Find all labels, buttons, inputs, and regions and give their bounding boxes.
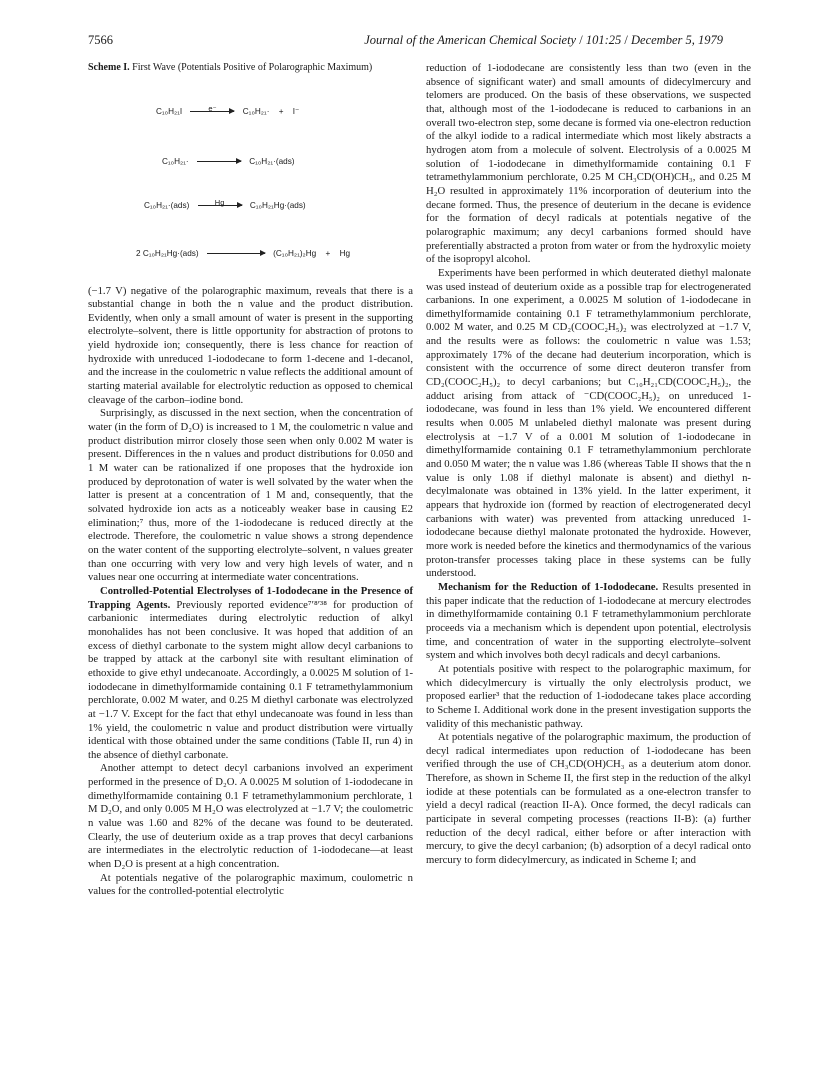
- journal-title: Journal of the American Chemical Society: [364, 33, 577, 47]
- left-paragraph-3-text: Previously reported evidence⁷ʹ⁸ʹ³⁸ for production of carbanionic intermediates during electrolytic reduction of alkyl monohalides has not been conclusive. It was hoped that addition of an excess of diethyl carbonate to the system might allow decyl carbanions to be trapped by attack at the carbonyl site with resultant elimination of ethoxide to give ethyl undecanoate. Accordingly, a 0.0025 M solution of 1-iododecane in dimethylformamide containing 0.1 F tetramethylammonium perchlorate, 0.002 M water, and 0.25 M diethyl carbonate was electrolyzed at −1.7 V. Except for the fact that ethyl undecanoate was found in less than 1% yield, the coulometric n value and product distribution were virtually identical with those obtained under the same conditions (Table II, run 4) in the absence of diethyl carbonate.: [88, 598, 413, 761]
- r2-arrow: [197, 161, 241, 162]
- scheme-title: First Wave (Potentials Positive of Polarographic Maximum): [132, 62, 373, 73]
- scheme-label: Scheme I.: [88, 62, 130, 73]
- r3-arrow: [198, 197, 242, 207]
- r4-product: (C₁₀H₂₁)₂Hg: [273, 248, 317, 258]
- right-column: [426, 62, 751, 868]
- scheme-reaction-3: [144, 199, 306, 213]
- section-heading-trapping: Controlled-Potential Electrolyses of 1-Iododecane in the Presence of Trapping Agents.: [88, 584, 413, 611]
- r4-arrow: [207, 253, 265, 254]
- right-paragraph-3: [426, 581, 751, 663]
- scheme-reaction-2: [162, 155, 295, 169]
- right-paragraph-2: Experiments have been performed in which deuterated diethyl malonate was used instead of deuterium oxide as a possible trap for electrogenerated carbanions. In one experiment, a 0.0025 M solution of 1-iododecane in dimethylformamide containing 0.1 F tetramethylammonium perchlorate, 0.002 M water, and 0.25 M CD₂(COOC₂H₅)₂ was electrolyzed at −1.7 V, and the results were as follows: the coulometric n value was 1.53; approximately 17% of the decane had deuterium incorporation, which is consistent with the occurrence of some direct deuteron transfer from CD₂(COOC₂H₅)₂ to decyl carbanions; but C₁₀H₂₁CD(COOC₂H₅)₂, the adduct arising from attack of ⁻CD(COOC₂H₅)₂ on unreduced 1-iododecane, was found in less than 1% yield. We encountered different results when 0.005 M unlabeled diethyl malonate was present during electrolysis at −1.7 V of a 0.001 M solution of 1-iododecane in dimethylformamide containing 0.1 F tetramethylammonium perchlorate and 0.050 M water; the n value was 1.86 (whereas Table II shows that the n value is only 1.08 if diethyl malonate is absent) and diethyl n-decylmalonate was obtained in 13% yield. In the latter experiment, it appears that hydroxide ion (formed by reaction of electrogenerated decyl carbanions with water) was prevented from attacking unreduced 1-iododecane because diethyl malonate protonated the hydroxide. However, more work is needed before the kinetics and thermodynamics of the various proton-transfer processes taking place in these systems can be fully understood.: [426, 266, 751, 580]
- journal-date: December 5, 1979: [631, 33, 723, 47]
- running-header: Journal of the American Chemical Society / 101:25 / December 5, 1979: [364, 33, 723, 47]
- r3-mercury-label: Hg: [214, 197, 225, 207]
- r1-reactant: C₁₀H₂₁I: [156, 106, 183, 116]
- scheme-reaction-1: [156, 105, 299, 119]
- r4-reactant: 2 C₁₀H₂₁Hg·(ads): [136, 248, 199, 258]
- r1-plus: +: [278, 106, 284, 116]
- r1-iodide: I⁻: [292, 106, 300, 116]
- r1-electron-label: e⁻: [208, 103, 217, 113]
- right-paragraph-4: At potentials positive with respect to the polarographic maximum, for which didecylmercury is virtually the only electrolysis product, we proposed earlier³ that the reduction of 1-iododecane takes place according to Scheme I. Additional work done in the present investigation supports the validity of this mechanistic pathway.: [426, 662, 751, 730]
- right-paragraph-5: At potentials negative of the polarographic maximum, the production of decyl radical intermediates upon reduction of 1-iododecane has been verified through the use of CH₃CD(OH)CH₃ as a deuterium atom donor. Therefore, as shown in Scheme II, the first step in the reduction of the alkyl iodide at these potentials can be formulated as a one-electron transfer to yield a decyl radical (reaction II-A). Once formed, the decyl radicals can participate in several competing processes (reactions II-B): (a) further reduction of the decyl radical, either before or after interaction with mercury, to give the decyl carbanion; (b) adsorption of a decyl radical onto mercury to form didecylmercury, as indicated in Scheme I; and: [426, 731, 751, 867]
- left-paragraph-3: [88, 585, 413, 763]
- r3-product: C₁₀H₂₁Hg·(ads): [249, 200, 306, 210]
- left-paragraph-5: At potentials negative of the polarographic maximum, coulometric n values for the controlled-potential electrolytic: [88, 871, 413, 898]
- r2-product: C₁₀H₂₁·(ads): [249, 156, 295, 166]
- r3-reactant: C₁₀H₂₁·(ads): [144, 200, 190, 210]
- r1-arrow: [190, 103, 234, 113]
- left-paragraph-1: (−1.7 V) negative of the polarographic maximum, reveals that there is a substantial change in both the n value and the product distribution. Evidently, when only a small amount of water is present in the supporting electrolyte–solvent, there is little opportunity for abstraction of protons to yield hydroxide ion; consequently, there is less chance for reaction of hydroxide with unreduced 1-iododecane to form 1-decene and 1-decanol, and the increase in the coulometric n value reflects the additional amount of starting material available for electrolytic reduction as opposed to chemical cleavage of the carbon–iodine bond.: [88, 284, 413, 406]
- left-column: [88, 62, 413, 899]
- r4-plus: +: [325, 248, 331, 258]
- scheme-caption: [88, 62, 413, 75]
- right-paragraph-1: reduction of 1-iododecane are consistently less than two (even in the absence of significant water) and small amounts of didecylmercury and telomers are produced. On the basis of these observations, we suspected that, although most of the 1-iododecane is reduced to carbanions in an overall two-electron step, some decane is formed via one-electron reduction of the alkyl iodide to a radical intermediate which most likely abstracts a hydrogen atom from a molecule of solvent. Electrolysis of a 0.0025 M solution of 1-iododecane in dimethylformamide containing 0.1 F tetramethylammonium perchlorate, 0.25 M CH₃CD(OH)CH₃, and 0.25 M H₂O resulted in approximately 11% incorporation of deuterium into the decane formed. Thus, the presence of deuterium in the decane is evidence for the formation of decyl radicals at potentials negative of the polarographic maximum; any decyl carbanions formed should have preferentially abstracted a proton from water or from the hydroxylic moiety of the isopropyl alcohol.: [426, 62, 751, 266]
- r1-product: C₁₀H₂₁·: [242, 106, 270, 116]
- section-heading-mechanism: Mechanism for the Reduction of 1-Iododecane.: [438, 580, 659, 593]
- right-paragraph-3-text: Results presented in this paper indicate that the reduction of 1-iododecane at mercury electrodes in dimethylformamide containing 0.1 F tetramethylammonium perchlorate proceeds via a mechanism which is dependent upon potential, electrolysis time, and concentration of water in the supporting electrolyte–solvent system and which involves both decyl radicals and decyl carbanions.: [426, 580, 751, 662]
- r4-mercury: Hg: [339, 248, 351, 258]
- page-number: 7566: [88, 33, 113, 47]
- scheme-reaction-4: [136, 247, 350, 261]
- left-paragraph-2: Surprisingly, as discussed in the next section, when the concentration of water (in the form of D₂O) is increased to 1 M, the coulometric n value and product distribution mirror closely those seen when only 0.002 M water is present. Differences in the n values and product distributions for 0.050 and 1 M water can be rationalized if one proposes that the hydroxide ion produced by deprotonation of water is well solvated by the water when the latter is present at a concentration of 1 M and, consequently, that the solvated hydroxide ion acts as a noticeably weaker base in causing E2 elimination;⁷ thus, more of the 1-iododecane is reduced directly at the electrode. Therefore, the coulometric n value shows a strong dependence on the water content of the supporting electrolyte–solvent, n values greater than one occurring with very low and very high levels of water, and n values near one occurring at intermediate water concentrations.: [88, 407, 413, 584]
- scheme-diagram: [88, 75, 413, 285]
- r2-reactant: C₁₀H₂₁·: [162, 156, 189, 166]
- left-paragraph-4: Another attempt to detect decyl carbanions involved an experiment performed in the presence of D₂O. A 0.0025 M solution of 1-iododecane in dimethylformamide containing 0.1 F tetramethylammonium perchlorate, 1 M D₂O, and only 0.005 M H₂O was electrolyzed at −1.7 V; the coulometric n value was 1.60 and 82% of the decane was found to be deuterated. Clearly, the use of deuterium oxide as a trap proves that decyl carbanions are intermediates in the electrolytic reduction of 1-iododecane—at least when D₂O is present at a high concentration.: [88, 762, 413, 871]
- journal-volume: 101:25: [585, 33, 622, 47]
